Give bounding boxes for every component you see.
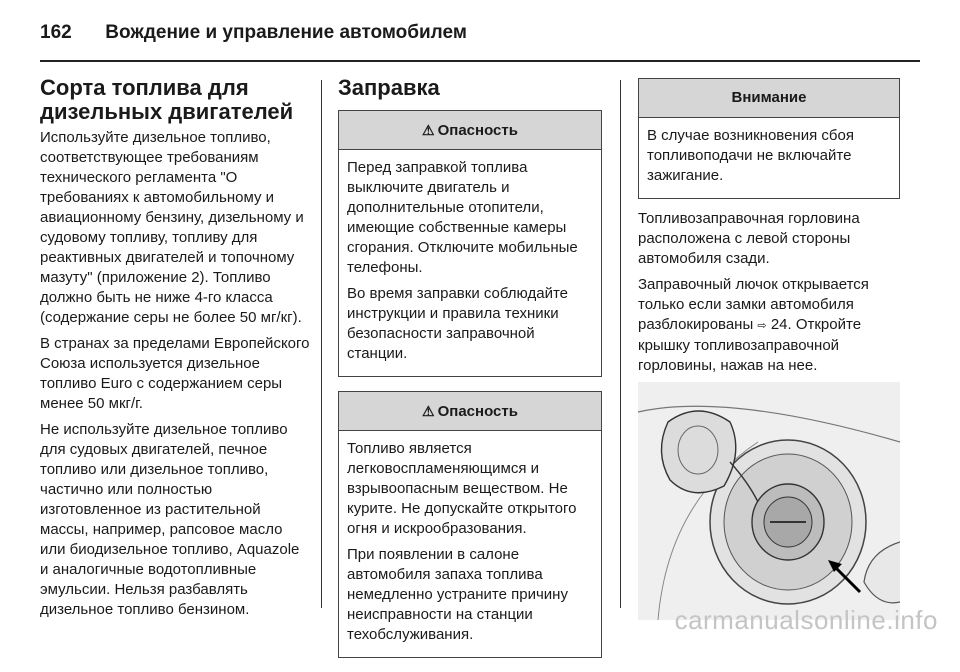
page-reference-arrow-icon: ⇨ bbox=[757, 320, 767, 332]
page-number: 162 bbox=[40, 22, 72, 43]
right-paragraph: Топливозаправочная горловина расположена с левой стороны автомобиля сзади. bbox=[638, 210, 860, 267]
fuel-filler-drawing bbox=[638, 382, 900, 620]
left-paragraph: В странах за пределами Европейского Союза используется дизельное топливо Euro с содержанием серы менее 50 мкг/г. bbox=[40, 335, 310, 412]
danger-box-2 bbox=[338, 391, 602, 658]
watermark: carmanualsonline.info bbox=[674, 605, 938, 635]
page-header bbox=[40, 22, 467, 44]
danger-text: Топливо является легковоспламеняющимся и взрывоопасным веществом. Не курите. Не допускайте открытого огня и искрообразования. bbox=[347, 440, 577, 537]
danger-box-body bbox=[339, 150, 601, 376]
column-divider-right bbox=[620, 80, 621, 608]
notice-text: В случае возникновения сбоя топливоподачи не включайте зажигание. bbox=[647, 127, 854, 184]
danger-box-title: Опасность bbox=[437, 122, 518, 139]
paragraph-text: Заправочный лючок открывается только если замки автомобиля разблокированы bbox=[638, 276, 869, 333]
notice-box-body bbox=[639, 118, 899, 198]
paragraph-text: . Откройте крышку топливозаправочной горловины, нажав на нее. bbox=[638, 316, 862, 374]
right-column bbox=[638, 78, 900, 620]
page-reference-number[interactable]: 24 bbox=[770, 316, 788, 333]
notice-box-title: Внимание bbox=[731, 89, 807, 106]
column-divider-left bbox=[321, 80, 322, 608]
section-heading-refuelling: Заправка bbox=[338, 75, 440, 100]
warning-triangle-icon: ⚠ bbox=[422, 122, 435, 138]
danger-box-title: Опасность bbox=[437, 403, 518, 420]
danger-box-header bbox=[339, 111, 601, 150]
chapter-title: Вождение и управление автомобилем bbox=[105, 22, 467, 43]
right-paragraph bbox=[638, 275, 900, 376]
header-rule bbox=[40, 60, 920, 62]
notice-box bbox=[638, 78, 900, 199]
notice-box-header bbox=[639, 79, 899, 118]
danger-text: Во время заправки соблюдайте инструкции и правила техники безопасности заправочной станции. bbox=[347, 285, 568, 362]
danger-box-header bbox=[339, 392, 601, 431]
danger-box-1 bbox=[338, 110, 602, 377]
middle-column bbox=[338, 76, 602, 672]
danger-text: При появлении в салоне автомобиля запаха топлива немедленно устраните причину неисправности на станции техобслуживания. bbox=[347, 546, 568, 643]
danger-box-body bbox=[339, 431, 601, 657]
warning-triangle-icon: ⚠ bbox=[422, 403, 435, 419]
left-column bbox=[40, 76, 310, 626]
section-heading-fuel-grades: Сорта топлива для дизельных двигателей bbox=[40, 75, 294, 124]
danger-text: Перед заправкой топлива выключите двигатель и дополнительные отопители, имеющие собственные камеры сгорания. Отключите мобильные телефоны. bbox=[347, 159, 578, 276]
fuel-filler-flap-illustration bbox=[638, 382, 900, 620]
left-paragraph: Используйте дизельное топливо, соответствующее требованиям технического регламента "О требованиях к автомобильному и авиационному бензину, дизельному и судовому топливу, топливу для реактивных двигателей и топочному мазуту" (приложение 2). Топливо должно быть не ниже 4-го класса (содержание серы не более 50 мг/кг). bbox=[40, 129, 304, 326]
left-paragraph: Не используйте дизельное топливо для судовых двигателей, печное топливо или дизельное топливо, частично или полностью изготовленное из растительной массы, например, рапсовое масло или биодизельное топливо, Aquazole и аналогичные водотопливные эмульсии. Нельзя разбавлять дизельное топливо бензином. bbox=[40, 421, 300, 618]
